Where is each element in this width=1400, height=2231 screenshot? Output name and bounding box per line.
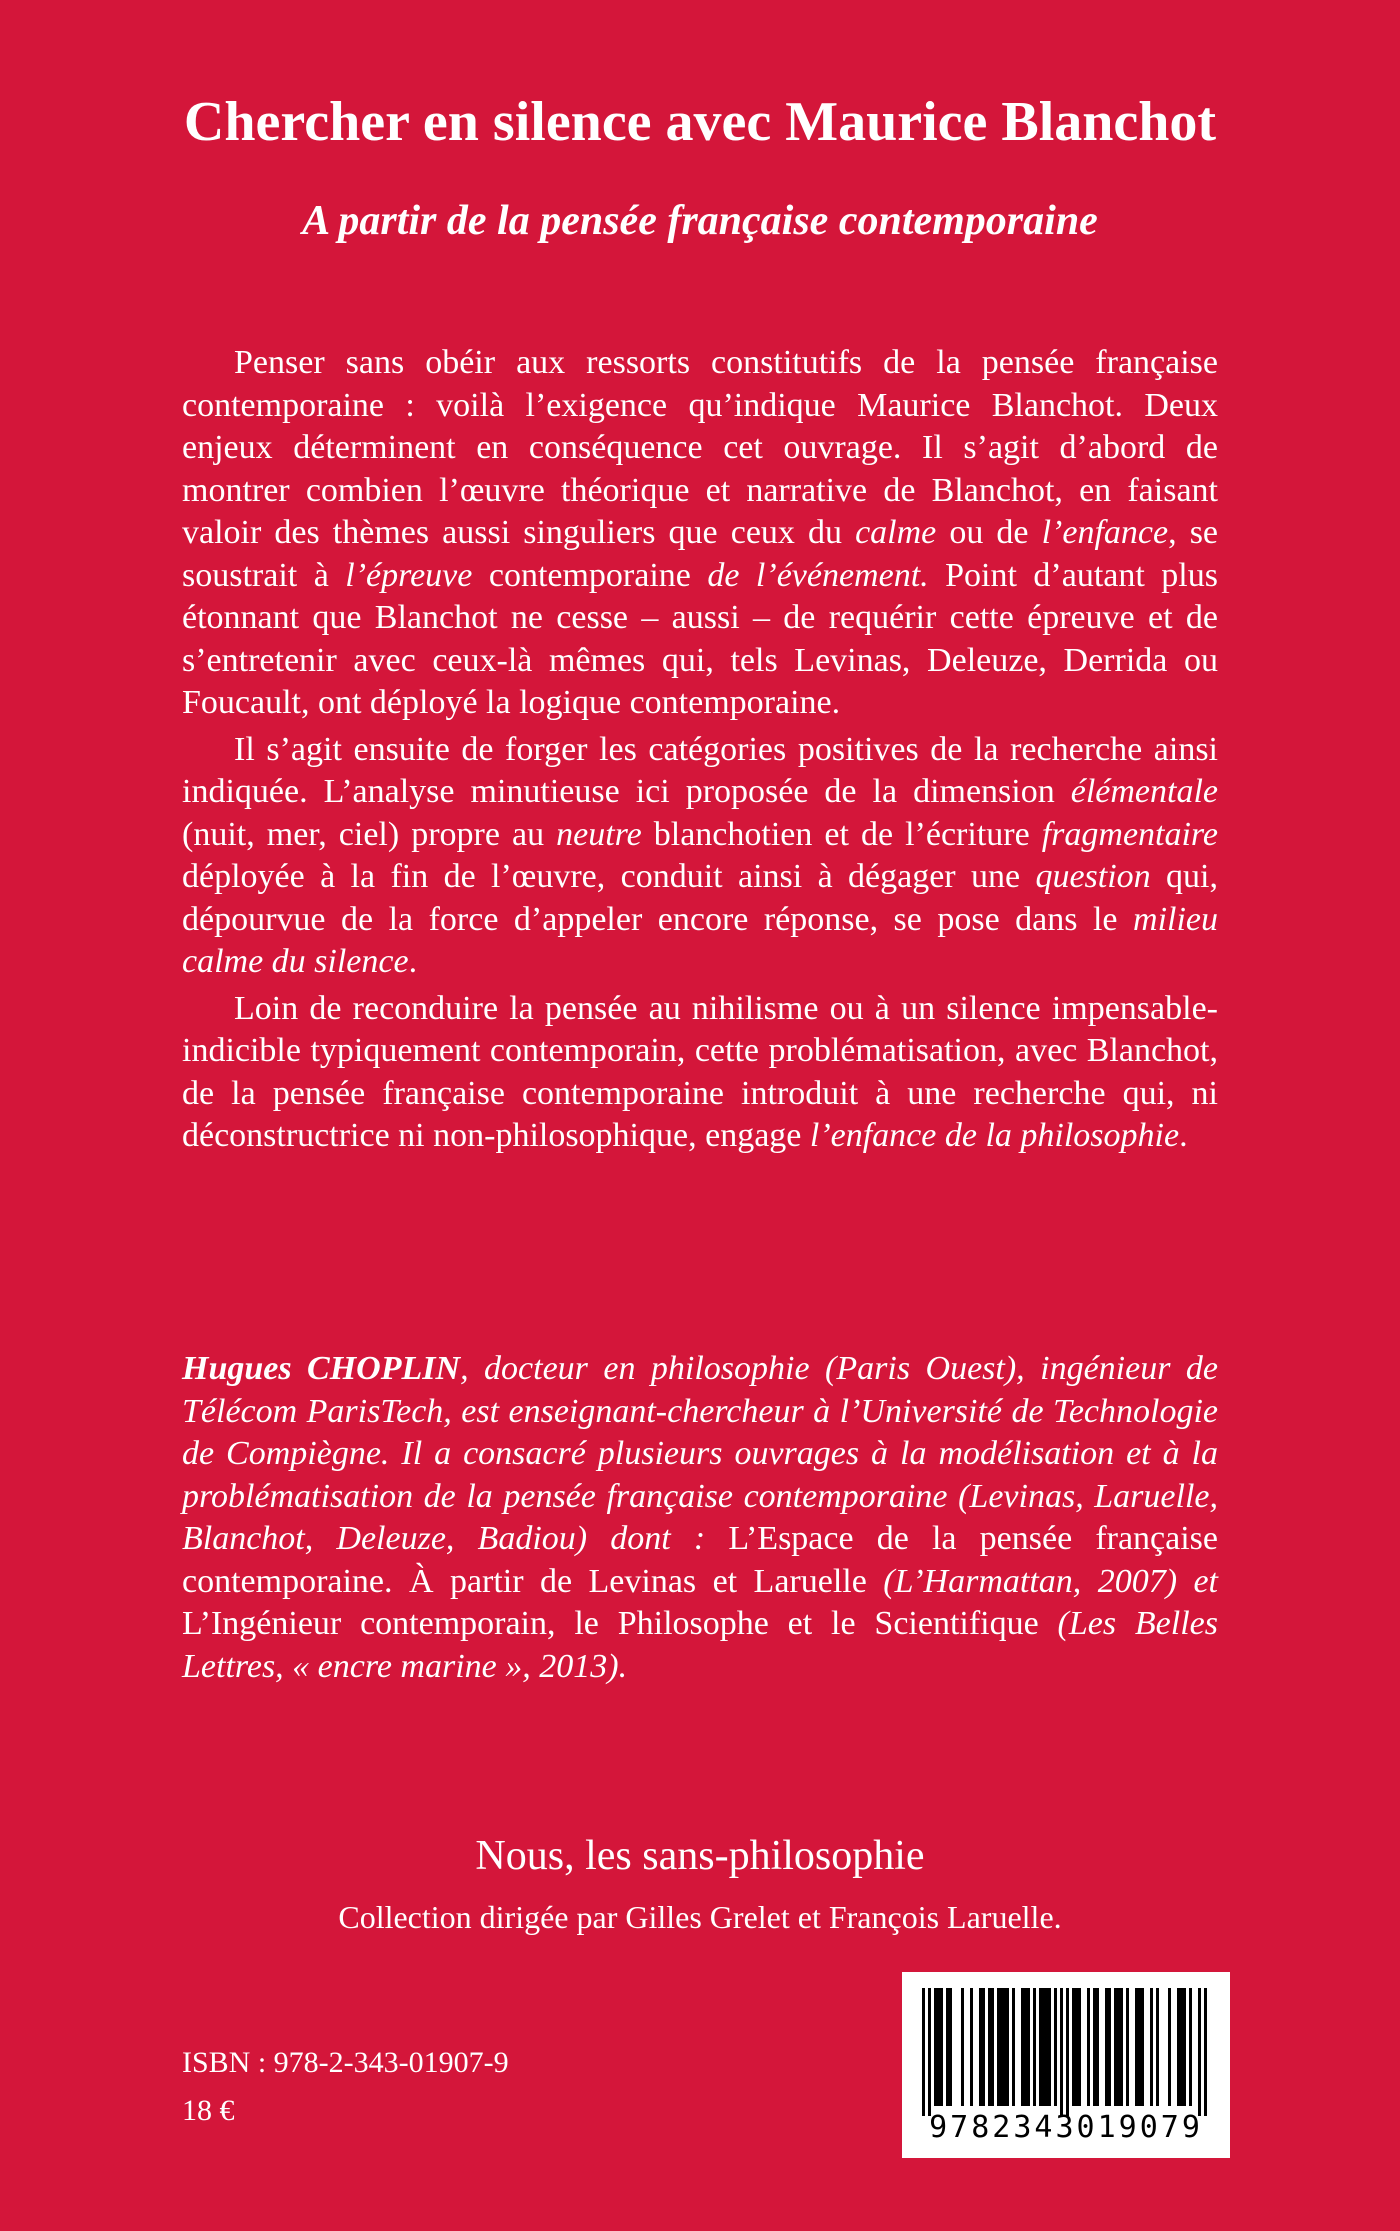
barcode — [902, 1972, 1230, 2158]
blurb-paragraph-2 — [182, 729, 1218, 984]
barcode-bar — [982, 1988, 985, 2106]
blurb-text: Point d’autant plus étonnant que Blanchot ne cesse – aussi – de requérir cette épreuve et de s’entretenir avec ceux-là mêmes qui, tels Levinas, Deleuze, Derrida ou Foucault, ont déployé la logique contemporaine. — [182, 556, 1218, 721]
barcode-bar — [1114, 1988, 1117, 2106]
blurb-text: ou de — [936, 514, 1042, 551]
barcode-bar — [1054, 1988, 1057, 2106]
author-name: Hugues CHOPLIN — [182, 1350, 461, 1387]
barcode-digits: 9782343019079 — [929, 2110, 1203, 2145]
blurb-emphasis: élémentale — [1070, 773, 1218, 810]
blurb-text: , se soustrait à — [182, 514, 1219, 594]
series-directors: Collection dirigée par Gilles Grelet et François Laruelle. — [338, 1899, 1062, 1935]
barcode-bar — [1048, 1988, 1051, 2106]
blurb-text: Penser sans obéir aux ressorts constitutifs de la pensée française contemporaine : voilà l’exigence qu’indique Maurice Blanchot. Deux enjeux déterminent en conséquence cet ouvrage. Il s’agit d’abord de montrer combien l’œuvre théorique et narrative de Blanchot, en faisant valoir des thèmes aussi singuliers que ceux du — [182, 344, 1218, 551]
barcode-bar — [1105, 1988, 1108, 2106]
blurb-emphasis: de l’événement. — [707, 556, 929, 594]
blurb-text: (nuit, mer, ciel) propre au — [182, 815, 557, 853]
barcode-bar — [991, 1988, 994, 2106]
bio-text: (L’Harmattan, 2007) et — [883, 1562, 1218, 1600]
barcode-bar — [949, 1988, 952, 2106]
blurb-paragraph-3 — [182, 988, 1218, 1158]
barcode-bar — [940, 1988, 943, 2106]
isbn: ISBN : 978-2-343-01907-9 — [182, 2046, 509, 2079]
barcode-bar — [1042, 1988, 1045, 2106]
book-title: Chercher en silence avec Maurice Blanchot — [183, 91, 1217, 153]
blurb-text: blanchotien et de l’écriture — [641, 815, 1042, 853]
barcode-bar — [1021, 1988, 1024, 2106]
price: 18 € — [182, 2094, 235, 2127]
barcode-bar — [1006, 1988, 1009, 2106]
barcode-bar — [1120, 1988, 1123, 2106]
blurb-emphasis: l’enfance de la philosophie — [809, 1117, 1180, 1154]
barcode-bar — [1093, 1988, 1096, 2106]
barcode-bar — [1156, 1988, 1159, 2106]
barcode-bar — [1096, 1988, 1099, 2106]
barcode-bar — [1204, 1988, 1207, 2116]
back-cover-blurb — [182, 342, 1218, 1162]
barcode-bar — [928, 1988, 931, 2116]
blurb-text: qui, dépourvue de la force d’appeler encore réponse, se pose dans le — [182, 858, 1219, 938]
barcode-bar — [1177, 1988, 1180, 2106]
barcode-bar — [970, 1988, 973, 2106]
bio-book-title: L’Espace de la pensée française contemporaine. À partir de Levinas et Laruelle — [182, 1520, 1218, 1600]
barcode-bar — [1198, 1988, 1201, 2116]
bio-text: , docteur en philosophie (Paris Ouest), ingénieur de Télécom ParisTech, est enseignant-chercheur à l’Université de Technologie de Compiègne. Il a consacré plusieurs ouvrages à la modélisation et à la problématisation de la pensée française contemporaine (Levinas, Laruelle, Blanchot, Deleuze, Badiou) dont : — [182, 1350, 1218, 1557]
barcode-bar — [1039, 1988, 1042, 2106]
barcode-bar — [1024, 1988, 1027, 2106]
blurb-text: Loin de reconduire la pensée au nihilisme ou à un silence impensable-indicible typiquement contemporain, cette problématisation, avec Blanchot, de la pensée française contemporaine introduit à une recherche qui, ni déconstructrice ni non-philosophique, engage — [182, 989, 1218, 1154]
barcode-bar — [1087, 1988, 1090, 2106]
blurb-text: déployée à la fin de l’œuvre, conduit ainsi à dégager une — [182, 858, 1036, 895]
series-title: Nous, les sans-philosophie — [475, 1833, 925, 1879]
barcode-bar — [1000, 1988, 1003, 2106]
blurb-text: . — [408, 943, 418, 980]
barcode-bar — [1012, 1988, 1015, 2106]
barcode-bar — [1072, 1988, 1075, 2106]
barcode-bar — [1117, 1988, 1120, 2106]
barcode-bar — [1168, 1988, 1171, 2106]
blurb-emphasis: fragmentaire — [1041, 815, 1218, 853]
barcode-bar — [1135, 1988, 1138, 2106]
barcode-bar — [1033, 1988, 1036, 2106]
barcode-bar — [1126, 1988, 1129, 2106]
barcode-bar — [937, 1988, 940, 2106]
barcode-bar — [988, 1988, 991, 2106]
barcode-bar — [1138, 1988, 1141, 2106]
barcode-bar — [1141, 1988, 1144, 2106]
author-bio — [182, 1348, 1218, 1688]
blurb-emphasis: neutre — [556, 815, 642, 853]
barcode-bar — [1075, 1988, 1078, 2106]
barcode-bar — [979, 1988, 982, 2106]
barcode-bar — [922, 1988, 925, 2116]
barcode-bar — [1066, 1988, 1069, 2116]
blurb-text: Il s’agit ensuite de forger les catégories positives de la recherche ainsi indiquée. L’analyse minutieuse ici proposée de la dimension — [182, 730, 1218, 810]
barcode-bar — [997, 1988, 1000, 2106]
blurb-emphasis: calme — [855, 514, 937, 551]
barcode-bar — [1045, 1988, 1048, 2106]
blurb-emphasis: milieu calme du silence — [182, 900, 1218, 980]
barcode-bar — [1183, 1988, 1186, 2106]
barcode-bar — [946, 1988, 949, 2106]
blurb-paragraph-1 — [182, 342, 1218, 725]
barcode-bar — [1150, 1988, 1153, 2106]
barcode-bar — [1003, 1988, 1006, 2106]
barcode-bar — [1189, 1988, 1192, 2106]
blurb-emphasis: question — [1035, 858, 1151, 895]
blurb-emphasis: l’épreuve — [345, 556, 473, 594]
barcode-bar — [961, 1988, 964, 2106]
barcode-bar — [1180, 1988, 1183, 2106]
barcode-bar — [934, 1988, 937, 2106]
barcode-bar — [1060, 1988, 1063, 2116]
bio-text: (Les Belles Lettres, « encre marine », 2013). — [182, 1605, 1218, 1685]
book-subtitle: A partir de la pensée française contemporaine — [302, 198, 1098, 244]
barcode-bar — [1078, 1988, 1081, 2106]
blurb-text: contemporaine — [472, 556, 708, 594]
blurb-emphasis: l’enfance — [1041, 514, 1169, 551]
bio-book-title: L’Ingénieur contemporain, le Philosophe et le Scientifique — [182, 1605, 1058, 1642]
barcode-bar — [1108, 1988, 1111, 2106]
blurb-text: . — [1179, 1117, 1188, 1154]
barcode-bar — [1027, 1988, 1030, 2106]
